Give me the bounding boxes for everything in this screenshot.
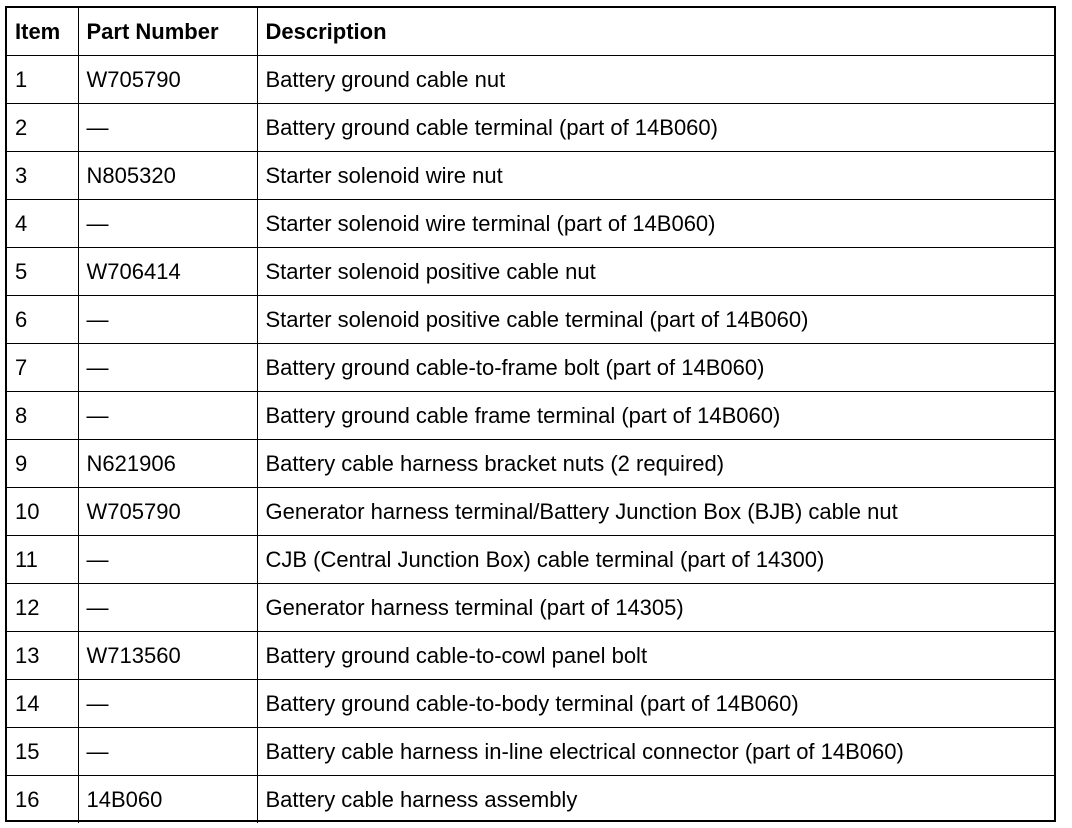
item-cell: 3 <box>7 152 78 200</box>
description-cell: Battery cable harness assembly <box>257 776 1054 824</box>
table-row <box>7 56 1054 104</box>
part-number-cell: — <box>78 104 257 152</box>
description-cell: CJB (Central Junction Box) cable terminal (part of 14300) <box>257 536 1054 584</box>
item-cell: 2 <box>7 104 78 152</box>
table-row <box>7 296 1054 344</box>
header-part-number: Part Number <box>78 8 257 56</box>
part-number-cell: — <box>78 344 257 392</box>
table-row <box>7 680 1054 728</box>
part-number-cell: W713560 <box>78 632 257 680</box>
item-cell: 13 <box>7 632 78 680</box>
part-number-cell: N621906 <box>78 440 257 488</box>
part-number-cell: N805320 <box>78 152 257 200</box>
description-cell: Battery ground cable frame terminal (part of 14B060) <box>257 392 1054 440</box>
part-number-cell: W706414 <box>78 248 257 296</box>
table-row <box>7 584 1054 632</box>
parts-table-container <box>5 6 1056 822</box>
item-cell: 12 <box>7 584 78 632</box>
table-row <box>7 248 1054 296</box>
description-cell: Battery ground cable nut <box>257 56 1054 104</box>
description-cell: Generator harness terminal/Battery Junction Box (BJB) cable nut <box>257 488 1054 536</box>
description-cell: Battery cable harness bracket nuts (2 required) <box>257 440 1054 488</box>
table-row <box>7 488 1054 536</box>
description-cell: Starter solenoid wire terminal (part of 14B060) <box>257 200 1054 248</box>
part-number-cell: — <box>78 536 257 584</box>
item-cell: 6 <box>7 296 78 344</box>
table-header-row <box>7 8 1054 56</box>
table-row <box>7 776 1054 824</box>
item-cell: 15 <box>7 728 78 776</box>
description-cell: Battery ground cable-to-body terminal (part of 14B060) <box>257 680 1054 728</box>
part-number-cell: — <box>78 296 257 344</box>
part-number-cell: — <box>78 200 257 248</box>
description-cell: Starter solenoid positive cable nut <box>257 248 1054 296</box>
table-row <box>7 152 1054 200</box>
item-cell: 5 <box>7 248 78 296</box>
table-row <box>7 344 1054 392</box>
item-cell: 16 <box>7 776 78 824</box>
part-number-cell: W705790 <box>78 56 257 104</box>
table-row <box>7 104 1054 152</box>
table-row <box>7 440 1054 488</box>
part-number-cell: — <box>78 728 257 776</box>
table-row <box>7 392 1054 440</box>
item-cell: 7 <box>7 344 78 392</box>
part-number-cell: — <box>78 392 257 440</box>
header-description: Description <box>257 8 1054 56</box>
item-cell: 14 <box>7 680 78 728</box>
description-cell: Starter solenoid positive cable terminal (part of 14B060) <box>257 296 1054 344</box>
part-number-cell: — <box>78 680 257 728</box>
description-cell: Starter solenoid wire nut <box>257 152 1054 200</box>
item-cell: 9 <box>7 440 78 488</box>
table-row <box>7 536 1054 584</box>
description-cell: Generator harness terminal (part of 14305) <box>257 584 1054 632</box>
part-number-cell: W705790 <box>78 488 257 536</box>
parts-table <box>7 8 1054 823</box>
part-number-cell: — <box>78 584 257 632</box>
table-row <box>7 632 1054 680</box>
item-cell: 10 <box>7 488 78 536</box>
description-cell: Battery ground cable terminal (part of 14B060) <box>257 104 1054 152</box>
header-item: Item <box>7 8 78 56</box>
item-cell: 11 <box>7 536 78 584</box>
item-cell: 4 <box>7 200 78 248</box>
description-cell: Battery cable harness in-line electrical connector (part of 14B060) <box>257 728 1054 776</box>
description-cell: Battery ground cable-to-cowl panel bolt <box>257 632 1054 680</box>
table-row <box>7 728 1054 776</box>
description-cell: Battery ground cable-to-frame bolt (part of 14B060) <box>257 344 1054 392</box>
table-row <box>7 200 1054 248</box>
item-cell: 1 <box>7 56 78 104</box>
item-cell: 8 <box>7 392 78 440</box>
part-number-cell: 14B060 <box>78 776 257 824</box>
